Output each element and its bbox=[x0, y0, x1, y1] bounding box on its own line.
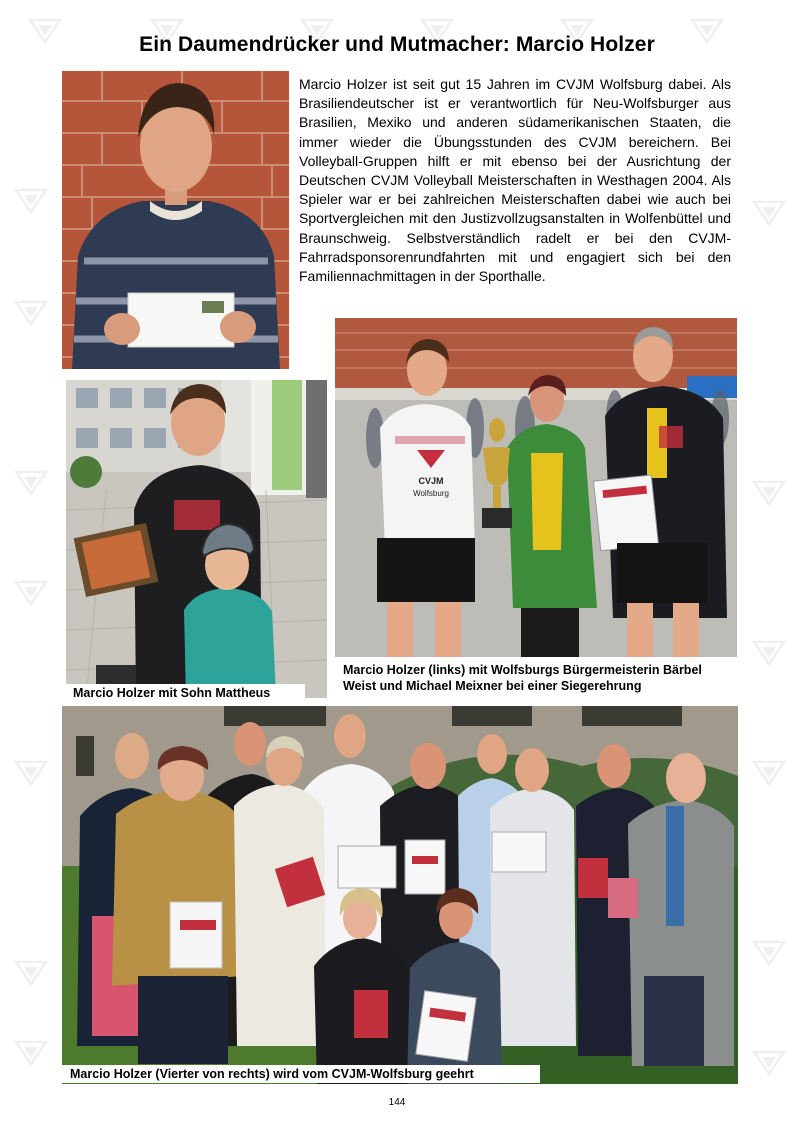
cvjm-triangle-logo-icon bbox=[752, 760, 786, 786]
cvjm-triangle-logo-icon bbox=[752, 1050, 786, 1076]
cvjm-triangle-logo-icon bbox=[752, 480, 786, 506]
cvjm-triangle-logo-icon bbox=[14, 580, 48, 606]
group-photo bbox=[62, 706, 738, 1084]
cvjm-triangle-logo-icon bbox=[14, 470, 48, 496]
caption-group: Marcio Holzer (Vierter von rechts) wird vom CVJM-Wolfsburg geehrt bbox=[62, 1065, 540, 1083]
cvjm-triangle-logo-icon bbox=[14, 300, 48, 326]
portrait-photo bbox=[62, 71, 289, 369]
cvjm-triangle-logo-icon bbox=[14, 960, 48, 986]
intro-paragraph: Marcio Holzer ist seit gut 15 Jahren im CVJM Wolfsburg dabei. Als Brasiliendeutscher ist er verantwortlich für Neu-Wolfsburger aus Brasilien, Mexiko und anderen südamerikanischen Staaten, die immer wieder die Übungsstunden des CVJM bereichern. Bei Volleyball-Gruppen hilft er mit ebenso bei der Ausrichtung der Deutschen CVJM Volleyball Meisterschaften in Westhagen 2004. Als Spieler war er bei zahlreichen Meisterschaften dabei wie auch bei Sportvergleichen mit den Justizvollzugsanstalten in Wolfenbüttel und Braunschweig. Selbstverständlich radelt er bei den CVJM-Fahrradsponsorenrundfahrten mit und engagiert sich bei den Familiennachmittagen in der Sporthalle. bbox=[299, 76, 731, 285]
caption-award: Marcio Holzer (links) mit Wolfsburgs Bürgermeisterin Bärbel Weist und Michael Meixner bei einer Siegerehrung bbox=[343, 662, 735, 694]
caption-son: Marcio Holzer mit Sohn Mattheus bbox=[66, 684, 305, 702]
cvjm-triangle-logo-icon bbox=[752, 940, 786, 966]
award-ceremony-photo bbox=[335, 318, 737, 657]
page-number: 144 bbox=[388, 1097, 406, 1108]
cvjm-triangle-logo-icon bbox=[14, 188, 48, 214]
cvjm-triangle-logo-icon bbox=[14, 760, 48, 786]
father-son-photo bbox=[66, 380, 327, 698]
cvjm-triangle-logo-icon bbox=[14, 1040, 48, 1066]
cvjm-triangle-logo-icon bbox=[752, 640, 786, 666]
jersey-city: Wolfsburg bbox=[413, 489, 449, 498]
page-title: Ein Daumendrücker und Mutmacher: Marcio Holzer bbox=[139, 33, 655, 56]
jersey-brand: CVJM bbox=[418, 476, 444, 486]
cvjm-triangle-logo-icon bbox=[752, 200, 786, 226]
